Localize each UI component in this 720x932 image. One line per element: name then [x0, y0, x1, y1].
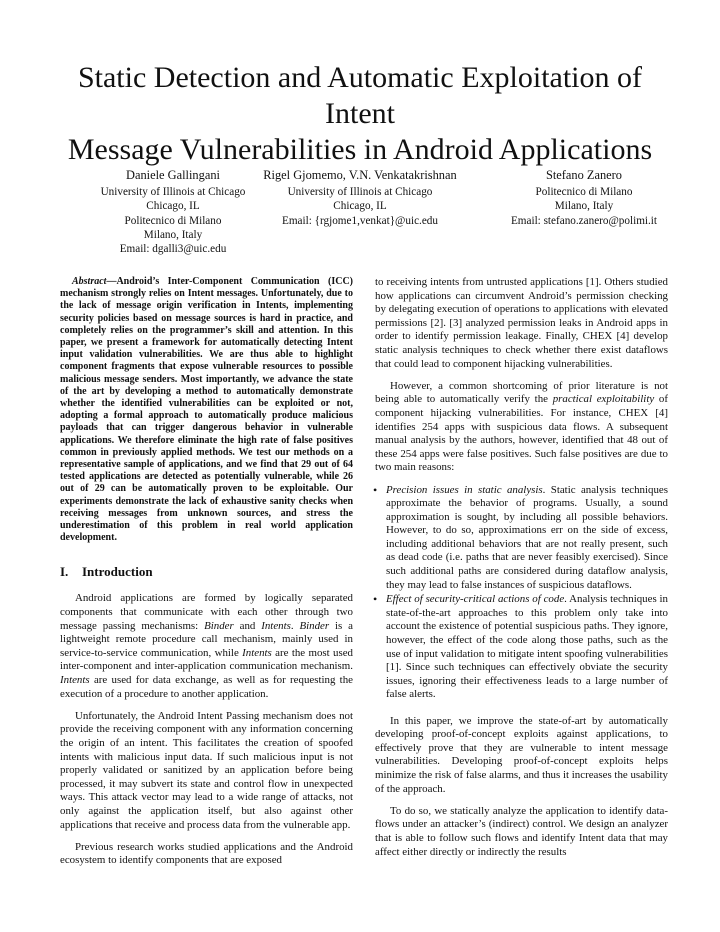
affiliation-line: Politecnico di Milano [535, 186, 633, 199]
section-number: I. [60, 564, 69, 580]
affiliation-line: Chicago, IL [146, 200, 200, 213]
affiliation-line: Chicago, IL [333, 200, 387, 213]
text-run: practical exploitability [552, 393, 655, 406]
intro-paragraph-3: Previous research works studied applications and the Android ecosystem to identify components that are exposed [60, 840, 353, 867]
author-email: Email: stefano.zanero@polimi.it [510, 214, 658, 227]
text-run: are used for data exchange, as well as for requesting the execution of a procedure to another application. [60, 674, 353, 700]
right-paragraph-1: to receiving intents from untrusted applications [1]. Others studied how applications can circumvent Android’s permission checking by delegating execution of operations to applications with elevated permissions [2]. [3] analyzed permission leaks in Android apps in order to identify permission leakage. Finally, CHEX [4] develop static analysis techniques to check whether there exist dataflows that could lead to component hijacking vulnerabilities. [375, 276, 668, 370]
abstract-label: Abstract [72, 276, 107, 287]
text-run: However, a common shortcoming of prior literature is not being able to automatically verify the [375, 379, 668, 406]
text-run: . Static analysis techniques approximate the behavior of programs. Usually, a sound approximation is sought, by including all possible behaviors. However, to do so, approximations err on the side of excess, including additional behaviors that are not really present, such as dead code (i.e. paths that are never feasibly exercised). Since such additional paths are considered during dataflow analysis, they may lead to false instances of suspicious dataflows. [386, 483, 668, 591]
text-run: is a lightweight remote procedure call mechanism, mainly used in service-to-service communication, while [60, 619, 353, 659]
text-run: are the most used inter-component and inter-application communication mechanism. [60, 646, 353, 673]
author-2 [248, 168, 472, 228]
author-3 [472, 168, 696, 228]
list-item [375, 484, 668, 593]
affiliation-line: Milano, Italy [143, 228, 203, 241]
affiliation-line: Politecnico di Milano [124, 214, 222, 227]
list-item [375, 593, 668, 702]
section-heading-introduction [60, 564, 353, 580]
author-email: Email: {rgjome1,venkat}@uic.edu [282, 214, 438, 227]
intro-paragraph-2: Unfortunately, the Android Intent Passing mechanism does not provide the receiving component with any information concerning the origin of an intent. This facilitates the creation of spoofed intents with malicious input data. If such malicious input is not properly validated or sanitized by an application before being processed, it may subvert its state and control flow in unexpected ways. This attack vector may lead to a wide range of attacks, not only against the application itself, but also against other applications that receive and process data from the vulnerable app. [60, 709, 353, 831]
text-run: Binder [204, 619, 234, 632]
text-run: Precision issues in static analysis [386, 483, 543, 496]
left-column [60, 276, 353, 877]
right-column [375, 276, 668, 868]
text-run: Binder [299, 619, 330, 632]
text-run: . Analysis techniques in state-of-the-art approaches to this problem only take into account the existence of potential suspicious paths. They ignore, however, the effect of the code along those paths, such as the use of input validation to mitigate intent spoofing vulnerabilities [1]. Since such techniques can effectively obviate the security issues, ignoring their effectiveness leads to a large number of false alerts. [386, 593, 669, 701]
abstract [60, 276, 353, 544]
text-run: and [233, 619, 262, 632]
right-paragraph-4: To do so, we statically analyze the application to identify data-flows under an attacker’s (indirect) control. We design an analyzer that is able to follow such flows and identify Intent data that may affect either directly or indirectly the results [375, 804, 668, 858]
text-run: Intents [60, 674, 90, 687]
bullet-glyph: • [373, 592, 378, 607]
abstract-text: —Android’s Inter-Component Communication (ICC) mechanism strongly relies on Intent messages. Unfortunately, due to the lack of message origin verification in Intents, implementing security policies based on message sources is hard in practice, and completely relies on the programmer’s skill and attention. In this paper, we present a framework for automatically detecting Intent input validation vulnerabilities. We are thus able to highlight component fragments that expose vulnerable resources to possible malicious message senders. Most importantly, we advance the state of the art by developing a method to automatically demonstrate whether the identified vulnerabilities can be exploited or not, adopting a formal approach to automatically produce malicious payloads that can trigger dangerous behavior in vulnerable applications. We therefore eliminate the high rate of false positives common in previously applied methods. We test our methods on a representative sample of applications, and we find that 29 out of 64 tested applications are detected as potentially vulnerable, while 26 out of 29 can be automatically proven to be exploitable. Our experiments demonstrate the lack of exhaustive sanity checks when receiving messages from unknown sources, and stress the underestimation of this problem in real world application development. [60, 276, 353, 544]
title-line-1: Static Detection and Automatic Exploitation of Intent [77, 61, 643, 130]
text-run: Intents [242, 646, 272, 659]
text-run: of component hijacking vulnerabilities. For instance, CHEX [4] identifies 254 apps with suspicious data flows. A subsequent manual analysis by the authors, however, identified that 48 out of these 254 apps were false positives. Such false positives are due to two main reasons: [375, 393, 668, 474]
author-name: Stefano Zanero [545, 168, 623, 182]
author-name: Rigel Gjomemo, V.N. Venkatakrishnan [263, 168, 457, 182]
right-paragraph-3: In this paper, we improve the state-of-art by automatically developing proof-of-concept exploits against applications, to effectively prove that they are vulnerable to intent message vulnerabilities. Developing proof-of-concept exploits helps minimize the risk of false alarms, and thus it increases the usability of the approach. [375, 714, 668, 795]
author-name: Daniele Gallingani [126, 168, 220, 182]
text-run: Android applications are formed by logically separated components that communicate with each other through two message passing mechanisms: [60, 592, 353, 632]
text-run: Intents [261, 619, 291, 632]
text-run: . [290, 619, 300, 632]
affiliation-line: University of Illinois at Chicago [100, 186, 246, 199]
intro-paragraph-1 [60, 592, 353, 701]
text-run: Effect of security-critical actions of code [386, 593, 565, 606]
affiliation-line: Milano, Italy [554, 200, 614, 213]
paper-title [40, 60, 680, 168]
reasons-list [375, 484, 668, 703]
bullet-glyph: • [373, 482, 378, 497]
section-title: Introduction [82, 564, 153, 580]
affiliation-line: University of Illinois at Chicago [287, 186, 433, 199]
right-paragraph-2 [375, 380, 668, 475]
title-line-2: Message Vulnerabilities in Android Applications [67, 133, 653, 166]
author-email: Email: dgalli3@uic.edu [119, 243, 227, 256]
